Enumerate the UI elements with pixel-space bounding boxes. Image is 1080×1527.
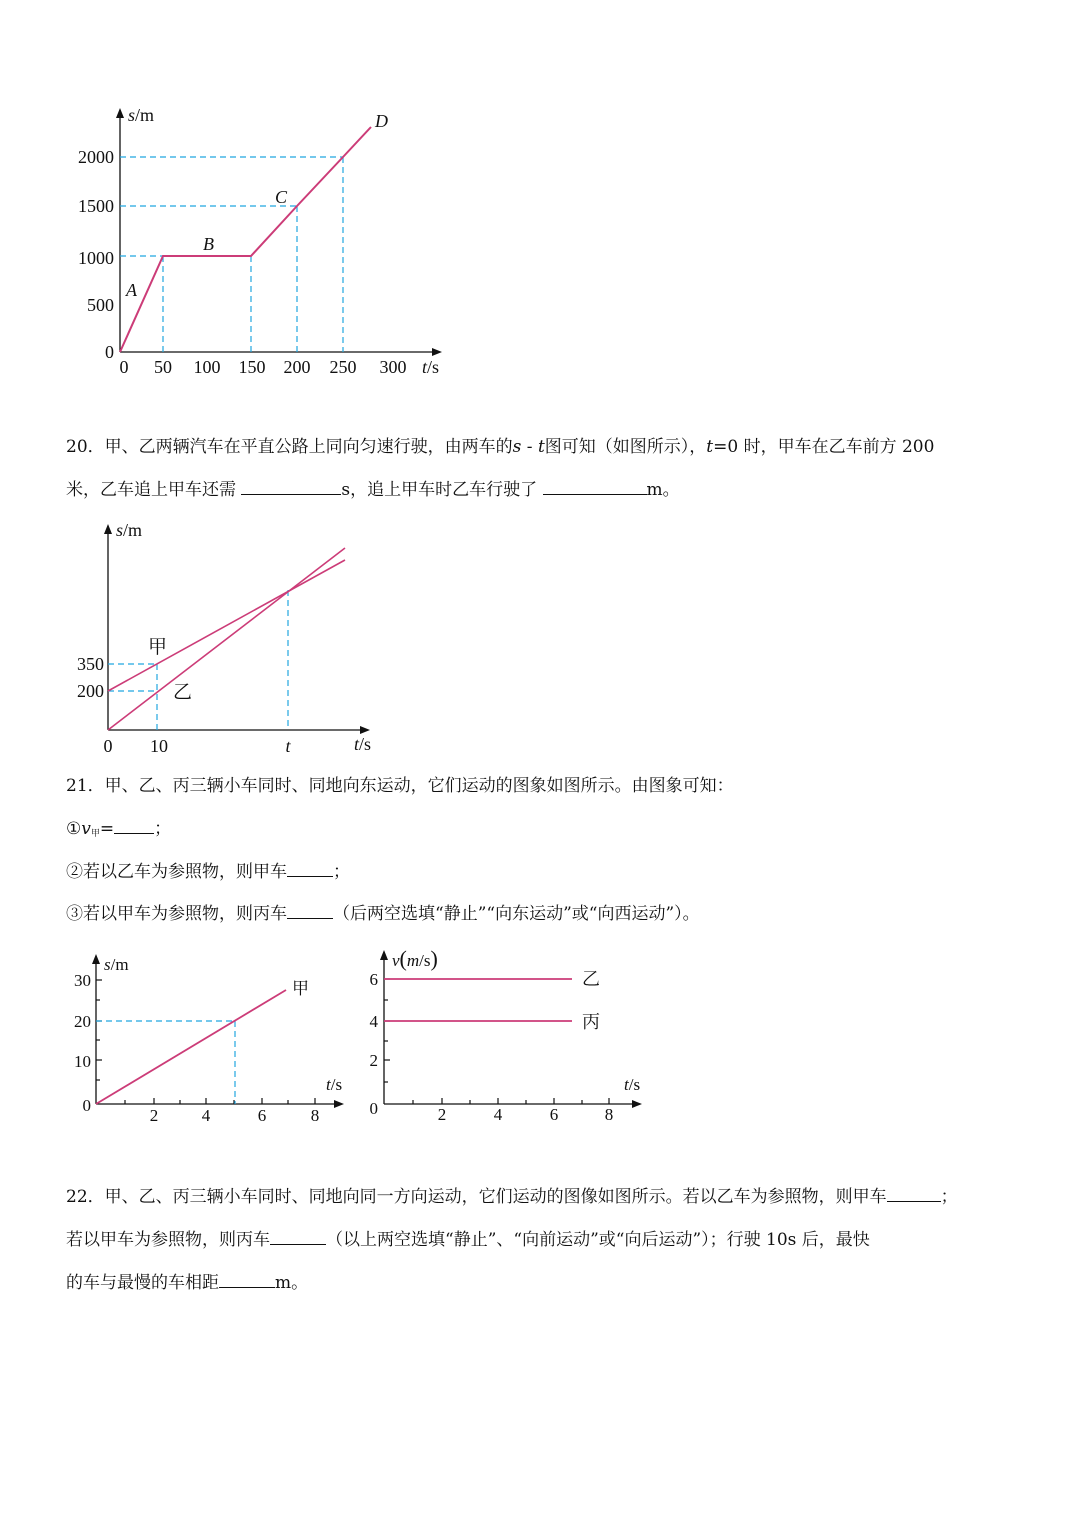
y-tick-6: 6 (369, 970, 378, 989)
y-tick-2000: 2000 (78, 147, 114, 167)
y-tick-0: 0 (82, 1096, 91, 1115)
q22-line-3: 的车与最慢的车相距 m。 (66, 1273, 309, 1293)
q22-line-1: 22．甲、乙、丙三辆小车同时、同地向同一方向运动，它们运动的图像如图所示。若以乙车为参照物，则甲车 ； (66, 1187, 958, 1207)
y-tick-2: 2 (369, 1051, 378, 1070)
x-tick-2: 2 (437, 1105, 447, 1124)
figure-20-s-t-graph (60, 512, 390, 762)
x-tick-200: 200 (283, 357, 311, 377)
x-tick-4: 4 (201, 1106, 211, 1125)
q22-number: 22． (66, 1187, 105, 1207)
x-tick-100: 100 (193, 357, 221, 377)
q22-blank-jia-relative[interactable] (887, 1186, 941, 1202)
q21-blank-bing-relative[interactable] (287, 903, 333, 919)
x-tick-2: 2 (149, 1106, 159, 1125)
q21-blank-jia-relative[interactable] (287, 861, 333, 877)
point-label-b: B (203, 234, 214, 254)
x-tick-6: 6 (549, 1105, 559, 1124)
x-tick-250: 250 (329, 357, 357, 377)
x-tick-300: 300 (379, 357, 407, 377)
line-label-yi: 乙 (173, 682, 193, 703)
y-tick-0: 0 (369, 1099, 378, 1118)
x-tick-50: 50 (154, 357, 172, 377)
point-label-d: D (375, 111, 388, 131)
q21-blank-v-jia[interactable] (114, 818, 154, 834)
x-axis-arrow (632, 1100, 642, 1108)
y-axis-arrow (92, 954, 100, 964)
y-tick-200: 200 (77, 681, 104, 701)
x-tick-0: 0 (103, 736, 113, 756)
x-axis-label: t/s (354, 734, 372, 754)
x-axis-arrow (360, 726, 370, 734)
q22-blank-distance[interactable] (219, 1272, 275, 1288)
x-tick-t: t (285, 736, 291, 756)
y-tick-30: 30 (74, 971, 91, 990)
x-tick-10: 10 (150, 736, 168, 756)
y-axis-arrow (116, 108, 124, 118)
point-label-c: C (275, 187, 288, 207)
q20-blank-time[interactable] (241, 479, 341, 495)
q20-number: 20． (66, 437, 105, 457)
y-axis-arrow (104, 524, 112, 534)
y-tick-0: 0 (105, 342, 114, 362)
line-label-yi: 乙 (582, 969, 600, 989)
y-tick-10: 10 (74, 1052, 91, 1071)
x-axis-arrow (432, 348, 442, 356)
line-label-jia: 甲 (148, 637, 168, 658)
x-tick-6: 6 (257, 1106, 267, 1125)
y-tick-500: 500 (87, 295, 114, 315)
x-tick-4: 4 (493, 1105, 503, 1124)
x-axis-label: t/s (326, 1075, 343, 1094)
line-label-jia: 甲 (292, 979, 309, 998)
x-axis-arrow (334, 1100, 344, 1108)
y-tick-4: 4 (369, 1012, 378, 1031)
q22-blank-bing-relative[interactable] (270, 1229, 326, 1245)
y-axis-label: s/m (104, 955, 129, 974)
x-tick-8: 8 (604, 1105, 614, 1124)
q21-number: 21． (66, 776, 105, 796)
x-tick-8: 8 (310, 1106, 320, 1125)
x-axis-label: t/s (624, 1075, 641, 1094)
q21-item-3: ③若以甲车为参照物，则丙车 （后两空选填“静止”“向东运动”或“向西运动”）。 (66, 904, 700, 924)
line-label-bing: 丙 (582, 1012, 600, 1032)
figure-19-s-t-graph (60, 100, 460, 390)
graph-line-abcd (120, 127, 371, 352)
q22-line-2: 若以甲车为参照物，则丙车 （以上两空选填“静止”、“向前运动”或“向后运动”）；行驶 10s 后，最快 (66, 1230, 870, 1250)
graph-line-jia (96, 990, 286, 1104)
q20-blank-distance[interactable] (543, 479, 647, 495)
y-axis-label: s/m (128, 105, 155, 125)
x-axis-label: t/s (422, 357, 440, 377)
q21-item-1: $①v_甲=$ ； (66, 819, 172, 839)
y-axis-arrow (380, 950, 388, 960)
y-axis-label: v(m/s) (392, 946, 438, 971)
y-axis-label: s/m (116, 520, 143, 540)
q20-line-2: 米，乙车追上甲车还需 s，追上甲车时乙车行驶了 m。 (66, 480, 680, 500)
y-tick-20: 20 (74, 1012, 91, 1031)
q21-line-1: 21．甲、乙、丙三辆小车同时、同地向东运动，它们运动的图象如图所示。由图象可知： (66, 776, 734, 796)
q20-line-1: 20．甲、乙两辆汽车在平直公路上同向匀速行驶，由两车的s - t图可知（如图所示），t=0 时，甲车在乙车前方 200 (66, 437, 935, 457)
y-tick-1500: 1500 (78, 196, 114, 216)
graph-line-jia (108, 560, 345, 691)
x-tick-0: 0 (119, 357, 129, 377)
figure-21-v-t-graph (360, 944, 660, 1128)
graph-line-yi (108, 548, 345, 730)
figure-21-s-t-graph (60, 950, 360, 1128)
point-label-a: A (126, 280, 137, 300)
q21-item-2: ②若以乙车为参照物，则甲车 ； (66, 862, 350, 882)
y-tick-350: 350 (77, 654, 104, 674)
x-tick-150: 150 (238, 357, 266, 377)
y-tick-1000: 1000 (78, 248, 114, 268)
